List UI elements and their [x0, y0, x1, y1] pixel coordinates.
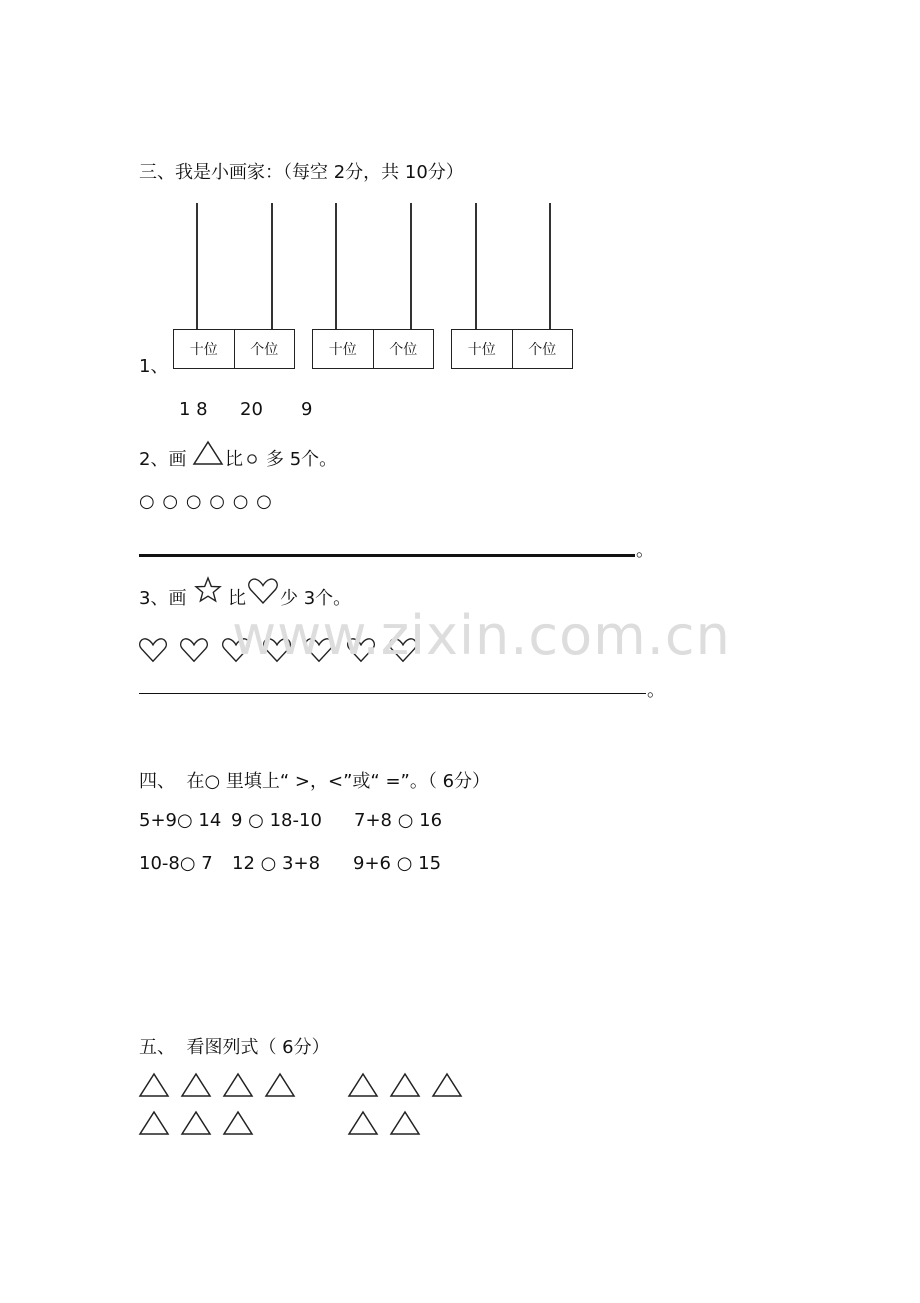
triangle-icon [222, 1110, 254, 1136]
q2-suffix: 多 5个。 [266, 449, 338, 470]
tens-label: 十位 [328, 342, 357, 358]
triangle-icon [180, 1110, 212, 1136]
triangle-icon [347, 1072, 379, 1098]
triangle-icon [180, 1072, 212, 1098]
triangle-icon [389, 1072, 421, 1098]
comparison-item: 5+9○ 14 [139, 810, 222, 831]
q3-suffix: 少 3个。 [280, 588, 352, 609]
comparison-item: 12 ○ 3+8 [232, 853, 321, 874]
triangle-icon [431, 1072, 463, 1098]
abacus-rod [335, 203, 337, 329]
tens-label: 十位 [189, 342, 218, 358]
number-2: 20 [240, 399, 263, 420]
q2-prefix: 2、画 [139, 449, 187, 470]
star-icon [194, 576, 222, 604]
section3-heading: 三、我是小画家：（每空 2分，共 10分） [139, 162, 464, 183]
abacus-rod [271, 203, 273, 329]
heart-icon [179, 636, 209, 664]
ones-label: 个位 [512, 330, 573, 368]
number-1: 1 8 [179, 399, 208, 420]
comparison-item: 9+6 ○ 15 [353, 853, 442, 874]
section4-heading: 四、 在○ 里填上“ >，<”或“ =”。（ 6分） [139, 771, 491, 792]
q2-middle: 比 [225, 449, 243, 470]
q3-prefix: 3、画 [139, 588, 187, 609]
heart-icon [138, 636, 168, 664]
comparison-item: 7+8 ○ 16 [354, 810, 443, 831]
section5-heading: 五、 看图列式（ 6分） [139, 1037, 330, 1058]
q3-middle: 比 [228, 588, 246, 609]
watermark: www.zixin.com.cn [232, 604, 731, 667]
triangle-icon [264, 1072, 296, 1098]
place-value-box [173, 329, 295, 369]
triangle-icon [389, 1110, 421, 1136]
q2-circles: ○ ○ ○ ○ ○ ○ [139, 491, 273, 512]
ones-label: 个位 [234, 330, 295, 368]
number-3: 9 [301, 399, 313, 420]
abacus-rod [196, 203, 198, 329]
tens-label: 十位 [467, 342, 496, 358]
ones-label: 个位 [373, 330, 434, 368]
circle-icon [246, 453, 258, 465]
triangle-icon [138, 1072, 170, 1098]
place-value-box [312, 329, 434, 369]
heart-icon [247, 577, 279, 605]
triangle-icon [222, 1072, 254, 1098]
comparison-item: 9 ○ 18-10 [231, 810, 322, 831]
triangle-icon [138, 1110, 170, 1136]
answer-line [139, 554, 635, 557]
q2-line-end: 。 [636, 540, 654, 561]
abacus-rod [549, 203, 551, 329]
q1-label: 1、 [139, 356, 169, 377]
triangle-icon [192, 440, 224, 466]
place-value-box [451, 329, 573, 369]
abacus-rod [475, 203, 477, 329]
comparison-item: 10-8○ 7 [139, 853, 213, 874]
abacus-rod [410, 203, 412, 329]
q3-line-end: 。 [647, 680, 665, 701]
answer-line [139, 693, 646, 694]
triangle-icon [347, 1110, 379, 1136]
